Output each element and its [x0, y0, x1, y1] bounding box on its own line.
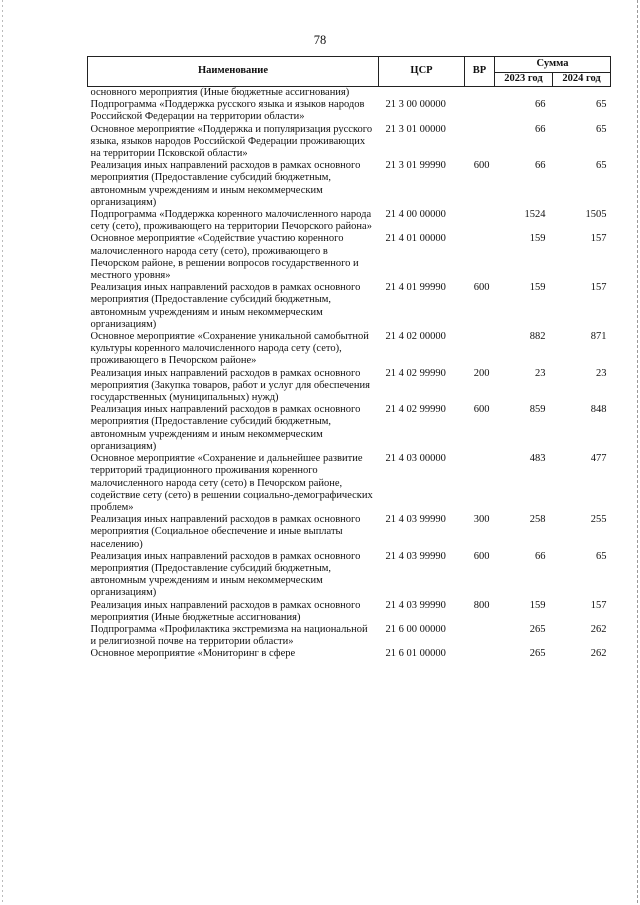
table-row: [88, 624, 611, 648]
cell-csr: 21 3 00 00000: [385, 99, 446, 111]
cell-sum-2023: 23: [535, 367, 546, 379]
cell-name: Основное мероприятие «Сохранение уникальной самобытной культуры коренного малочисленного народа сету (сето), проживающего в Печорском районе»: [90, 331, 369, 367]
cell-vr: 300: [473, 514, 490, 526]
table-row: [88, 600, 611, 624]
cell-vr: [465, 331, 495, 368]
cell-csr: 21 3 01 99990: [385, 160, 446, 172]
scan-edge-left: [2, 0, 3, 905]
header-year-2023: 2023 год: [495, 73, 553, 87]
header-sum: Сумма: [495, 57, 611, 73]
cell-name: Основное мероприятие «Содействие участию коренного малочисленного народа сету (сето), проживающего в Печорском районе, в решении вопросов государственного и местного уровня»: [90, 233, 359, 282]
cell-csr: 21 4 01 99990: [385, 282, 446, 294]
cell-sum-2024: 157: [590, 599, 607, 611]
budget-table: [87, 56, 611, 661]
cell-vr: [465, 453, 495, 514]
cell-name: Реализация иных направлений расходов в рамках основного мероприятия (Социальное обеспечение и иные выплаты населению): [90, 514, 361, 550]
table-row: [88, 453, 611, 514]
cell-sum-2024: 255: [590, 514, 607, 526]
cell-sum-2023: 258: [529, 514, 546, 526]
cell-sum-2024: 871: [590, 331, 607, 343]
table-row: [88, 124, 611, 161]
cell-sum-2024: 848: [590, 404, 607, 416]
page-number: 78: [313, 33, 327, 47]
header-year-2024: 2024 год: [553, 73, 611, 87]
table-header: [88, 57, 611, 87]
cell-sum-2024: 65: [596, 550, 607, 562]
cell-name: Реализация иных направлений расходов в рамках основного мероприятия (Предоставление субсидий бюджетным, автономным учреждениям и иным некоммерческим организациям): [90, 550, 361, 599]
cell-sum-2024: [553, 87, 611, 100]
cell-vr: [465, 124, 495, 161]
cell-sum-2023: 66: [535, 123, 546, 135]
table-row: [88, 551, 611, 600]
cell-sum-2023: 159: [529, 233, 546, 245]
cell-vr: [465, 99, 495, 123]
cell-csr: 21 4 03 00000: [385, 453, 446, 465]
cell-sum-2023: 159: [529, 282, 546, 294]
cell-name: Основное мероприятие «Поддержка и популяризация русского языка, языков народов Российской Федерации проживающих на территории Псковской области»: [90, 123, 373, 160]
cell-vr: [465, 624, 495, 648]
cell-sum-2024: 262: [590, 648, 607, 660]
cell-name: Основное мероприятие «Мониторинг в сфере: [90, 648, 296, 660]
cell-sum-2024: 1505: [585, 209, 607, 221]
cell-vr: [465, 233, 495, 282]
cell-sum-2023: 483: [529, 453, 546, 465]
cell-name: Подпрограмма «Поддержка русского языка и языков народов Российской Федерации на территории области»: [90, 99, 365, 123]
cell-csr: 21 4 01 00000: [385, 233, 446, 245]
cell-name: Реализация иных направлений расходов в рамках основного мероприятия (Предоставление субсидий бюджетным, автономным учреждениям и иным некоммерческим организациям): [90, 282, 361, 330]
table-row: [88, 209, 611, 233]
cell-sum-2024: 65: [596, 160, 607, 172]
cell-csr: 21 4 03 99990: [385, 599, 446, 611]
cell-csr: 21 6 01 00000: [385, 648, 446, 660]
table-row: [88, 99, 611, 123]
header-vr: ВР: [465, 57, 495, 87]
table-row: [88, 282, 611, 331]
table-row: [88, 514, 611, 551]
cell-csr: [379, 87, 465, 100]
cell-name: Подпрограмма «Поддержка коренного малочисленного народа сету (сето), проживающего на территории Печорского района»: [90, 209, 372, 233]
table-row: [88, 404, 611, 453]
cell-name: Реализация иных направлений расходов в рамках основного мероприятия (Предоставление субсидий бюджетным, автономным учреждениям и иным некоммерческим организациям): [90, 404, 361, 452]
cell-sum-2024: 65: [596, 123, 607, 135]
table-row: [88, 331, 611, 368]
cell-name: Реализация иных направлений расходов в рамках основного мероприятия (Закупка товаров, работ и услуг для обеспечения государственных (муниципальных) нужд): [90, 367, 370, 404]
cell-sum-2024: 65: [596, 99, 607, 111]
cell-sum-2023: 66: [535, 99, 546, 111]
table-row: [88, 160, 611, 209]
cell-sum-2023: [495, 87, 553, 100]
scan-edge-right: [637, 0, 638, 905]
table-row: [88, 368, 611, 405]
table-row: [88, 648, 611, 660]
cell-csr: 21 4 03 99990: [385, 550, 446, 562]
cell-vr: [465, 87, 495, 100]
cell-csr: 21 4 02 00000: [385, 331, 446, 343]
header-csr: ЦСР: [379, 57, 465, 87]
table-row: [88, 87, 611, 100]
header-name: Наименование: [88, 57, 379, 87]
cell-name: основного мероприятия (Иные бюджетные ассигнования): [90, 87, 350, 98]
cell-name: Основное мероприятие «Сохранение и дальнейшее развитие территорий традиционного проживания коренного малочисленного народа сету (сето) в Печорском районе, содействие сету (сето) в решении социально-демографических проблем»: [90, 453, 373, 513]
cell-csr: 21 4 00 00000: [385, 209, 446, 221]
cell-csr: 21 4 03 99990: [385, 514, 446, 526]
cell-csr: 21 4 02 99990: [385, 404, 446, 416]
cell-csr: 21 3 01 00000: [385, 123, 446, 135]
cell-csr: 21 4 02 99990: [385, 367, 446, 379]
cell-sum-2024: 477: [590, 453, 607, 465]
cell-name: Подпрограмма «Профилактика экстремизма на национальной и религиозной почве на территории области»: [90, 623, 368, 648]
cell-sum-2024: 23: [596, 367, 607, 379]
cell-name: Реализация иных направлений расходов в рамках основного мероприятия (Иные бюджетные ассигнования): [90, 599, 361, 623]
cell-vr: 600: [473, 550, 490, 562]
cell-sum-2023: 265: [529, 648, 546, 660]
table-body: [88, 87, 611, 661]
cell-name: Реализация иных направлений расходов в рамках основного мероприятия (Предоставление субсидий бюджетным, автономным учреждениям и иным некоммерческим организациям): [90, 160, 361, 208]
cell-sum-2023: 882: [529, 331, 546, 343]
cell-vr: 800: [473, 599, 490, 611]
table-row: [88, 233, 611, 282]
cell-vr: [465, 648, 495, 660]
cell-csr: 21 6 00 00000: [385, 623, 446, 635]
cell-vr: [465, 209, 495, 233]
cell-sum-2023: 1524: [524, 209, 546, 221]
cell-sum-2023: 159: [529, 599, 546, 611]
cell-sum-2023: 66: [535, 160, 546, 172]
cell-vr: 200: [473, 367, 490, 379]
cell-sum-2024: 157: [590, 233, 607, 245]
cell-vr: 600: [473, 404, 490, 416]
cell-sum-2024: 157: [590, 282, 607, 294]
cell-sum-2023: 66: [535, 550, 546, 562]
cell-sum-2023: 859: [529, 404, 546, 416]
cell-sum-2023: 265: [529, 623, 546, 635]
cell-vr: 600: [473, 282, 490, 294]
cell-sum-2024: 262: [590, 623, 607, 635]
cell-vr: 600: [473, 160, 490, 172]
